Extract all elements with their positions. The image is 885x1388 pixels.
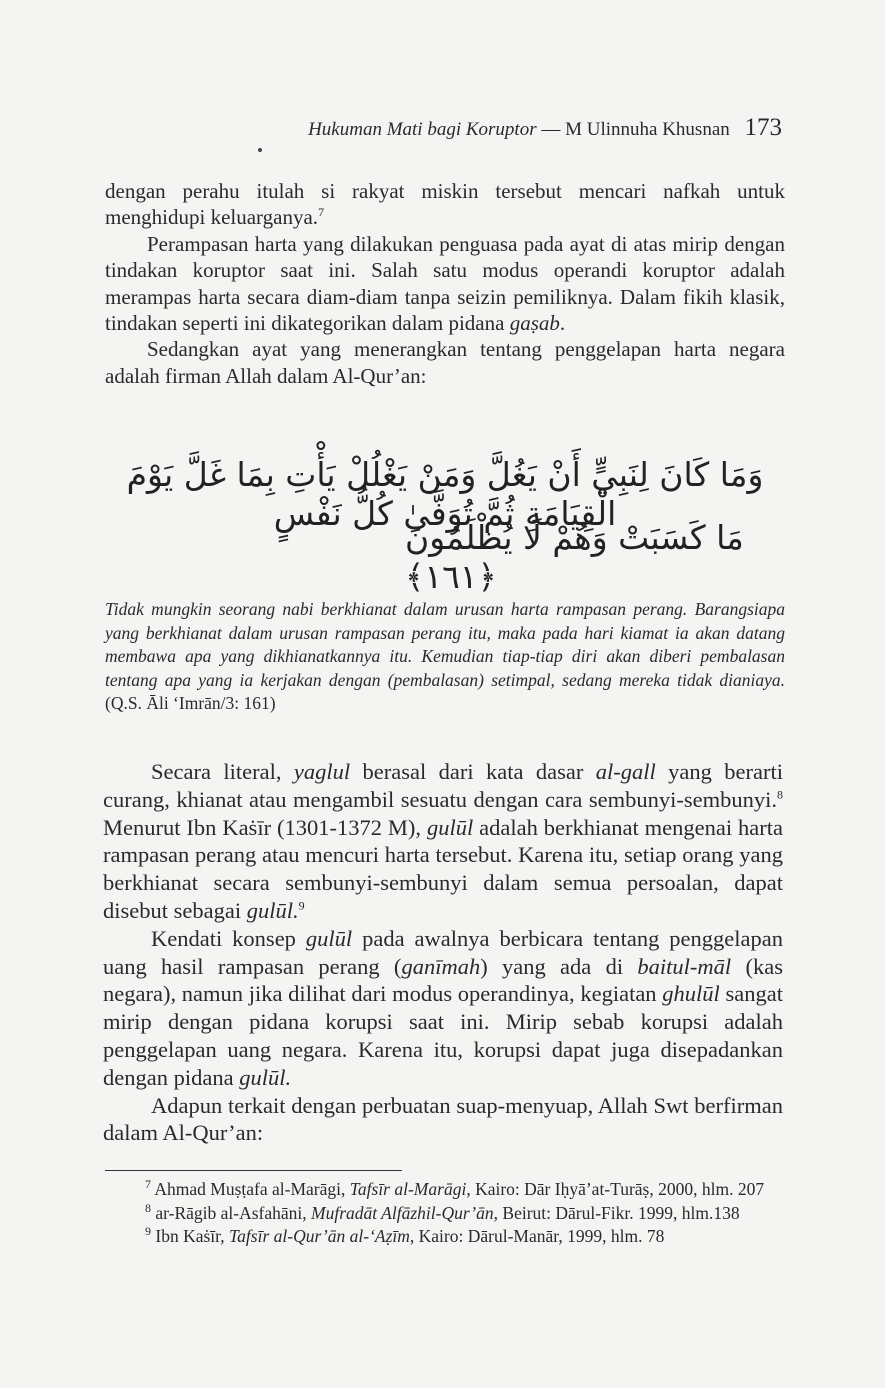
term-ganimah: ganīmah	[401, 953, 481, 979]
header-author: M Ulinnuha Khusnan	[565, 119, 730, 140]
p4-seg: adalah berkhianat mengenai harta rampasan perang atau mencuri harta tersebut. Karena itu, setiap orang yang berkhianat secara sembunyi-sembunyi dalam semua persoalan, dapat disebut sebagai	[103, 814, 783, 923]
term-ghulul: gulūl.	[239, 1064, 292, 1090]
p5-seg: pada awalnya berbicara tentang penggelapan uang hasil rampasan perang (	[103, 925, 783, 979]
term-ghulul: gulūl	[305, 925, 353, 951]
footnote-9	[103, 1225, 783, 1249]
footnote-7	[103, 1178, 783, 1202]
footnote-book-title: Mufradāt Alfāzhil-Qur’ān	[311, 1202, 494, 1223]
paragraph-2-end: .	[559, 311, 566, 336]
footnote-ref-7: 7	[318, 205, 325, 220]
header-title: Hukuman Mati bagi Koruptor	[308, 119, 537, 140]
verse-reference: (Q.S. Āli ‘Imrān/3: 161)	[105, 693, 276, 713]
paragraph-4	[103, 758, 783, 925]
footnote-text: Ibn Kaṡīr,	[151, 1226, 230, 1246]
running-header	[260, 114, 782, 142]
footnote-book-title: Tafsīr al-Qur’ān al-‘Aẓīm	[229, 1226, 410, 1246]
p4-seg: Secara literal,	[151, 759, 294, 784]
p5-seg: ) yang ada di	[480, 953, 638, 979]
paragraph-3: Sedangkan ayat yang menerangkan tentang penggelapan harta negara adalah firman Allah dalam Al-Qur’an:	[105, 337, 785, 388]
p4-seg: Menurut Ibn Kaṡīr (1301-1372 M),	[103, 814, 427, 840]
paragraph-6: Adapun terkait dengan perbuatan suap-menyuap, Allah Swt berfirman dalam Al-Qur’an:	[103, 1092, 783, 1146]
paragraph-2	[105, 231, 785, 337]
term-yaglul: yaglul	[293, 759, 351, 784]
footnote-number: 8	[145, 1200, 151, 1215]
footnote-book-title: Tafsīr al-Marāgi	[349, 1179, 467, 1199]
paragraph-1	[105, 178, 785, 231]
translation-text: Tidak mungkin seorang nabi berkhianat dalam urusan harta rampasan perang. Barangsiapa yang berkhianat dalam urusan rampasan perang itu, maka pada hari kiamat ia akan datang membawa apa yang dikhianatkannya itu. Kemudian tiap-tiap diri akan diberi pembalasan tentang apa yang ia kerjakan dengan (pembalasan) setimpal, sedang mereka tidak dianiaya.	[105, 599, 785, 690]
footnote-8	[103, 1202, 783, 1226]
footnote-divider	[105, 1170, 402, 1171]
paragraph-2-text: Perampasan harta yang dilakukan penguasa pada ayat di atas mirip dengan tindakan koruptor saat ini. Salah satu modus operandi koruptor adalah merampas harta secara diam-diam tanpa seizin pemiliknya. Dalam fikih klasik, tindakan seperti ini dikategorikan dalam pidana	[105, 231, 785, 336]
term-ghulul: ghulūl	[662, 981, 720, 1007]
section-two	[103, 758, 783, 1147]
p5-seg: (kas negara), namun jika dilihat dari modus operandinya, kegiatan	[103, 953, 783, 1007]
quran-verse-line-2: مَا كَسَبَتْ وَهُمْ لَا يُظْلَمُونَ ﴿١٦١﴾	[405, 518, 744, 596]
quran-verse-line-1: وَمَا كَانَ لِنَبِيٍّ أَنْ يَغُلَّ وَمَنْ يَغْلُلْ يَأْتِ بِمَا غَلَّ يَوْمَ الْقِيَامَةِ ثُمَّ تُوَفَّىٰ كُلُّ نَفْسٍ	[126, 455, 764, 533]
term-ghulul: gulūl.	[246, 897, 299, 923]
section-one	[105, 178, 785, 389]
p4-seg: yang berarti curang, khianat atau mengambil sesuatu dengan cara sembunyi-sembunyi.	[103, 759, 783, 812]
term-ghulul: gulūl	[426, 814, 474, 840]
verse-translation	[105, 598, 785, 716]
term-baitul-mal: baitul-māl	[637, 953, 732, 979]
ink-dot	[258, 148, 262, 152]
footnote-number: 7	[145, 1177, 151, 1192]
footnotes	[103, 1178, 783, 1249]
footnote-text: , Kairo: Dārul-Manār, 1999, hlm. 78	[409, 1226, 665, 1246]
footnote-ref-9: 9	[298, 898, 305, 913]
footnote-text: Ahmad Muṣṭafa al-Marāgi,	[151, 1179, 350, 1199]
header-separator: —	[541, 119, 561, 140]
paragraph-5	[103, 925, 783, 1092]
footnote-text: ar-Rāgib al-Asfahāni,	[151, 1202, 312, 1223]
footnote-ref-8: 8	[777, 787, 783, 802]
p5-seg: sangat mirip dengan pidana korupsi saat ini. Mirip sebab korupsi adalah penggelapan uang negara. Karena itu, korupsi dapat juga disepadankan dengan pidana	[103, 981, 783, 1090]
page-number: 173	[744, 114, 782, 141]
p5-seg: Kendati konsep	[151, 925, 306, 951]
footnote-text: , Kairo: Dār Iḥyā’at-Turāṣ, 2000, hlm. 207	[466, 1179, 765, 1199]
footnote-text: , Beirut: Dārul-Fikr. 1999, hlm.138	[493, 1202, 740, 1223]
term-al-gall: al-gall	[595, 759, 656, 784]
paragraph-1-text: dengan perahu itulah si rakyat miskin tersebut mencari nafkah untuk menghidupi keluarganya.	[105, 179, 785, 230]
p4-seg: berasal dari kata dasar	[350, 759, 596, 784]
term-gasab: gaṣab	[509, 311, 560, 336]
footnote-number: 9	[145, 1224, 151, 1239]
